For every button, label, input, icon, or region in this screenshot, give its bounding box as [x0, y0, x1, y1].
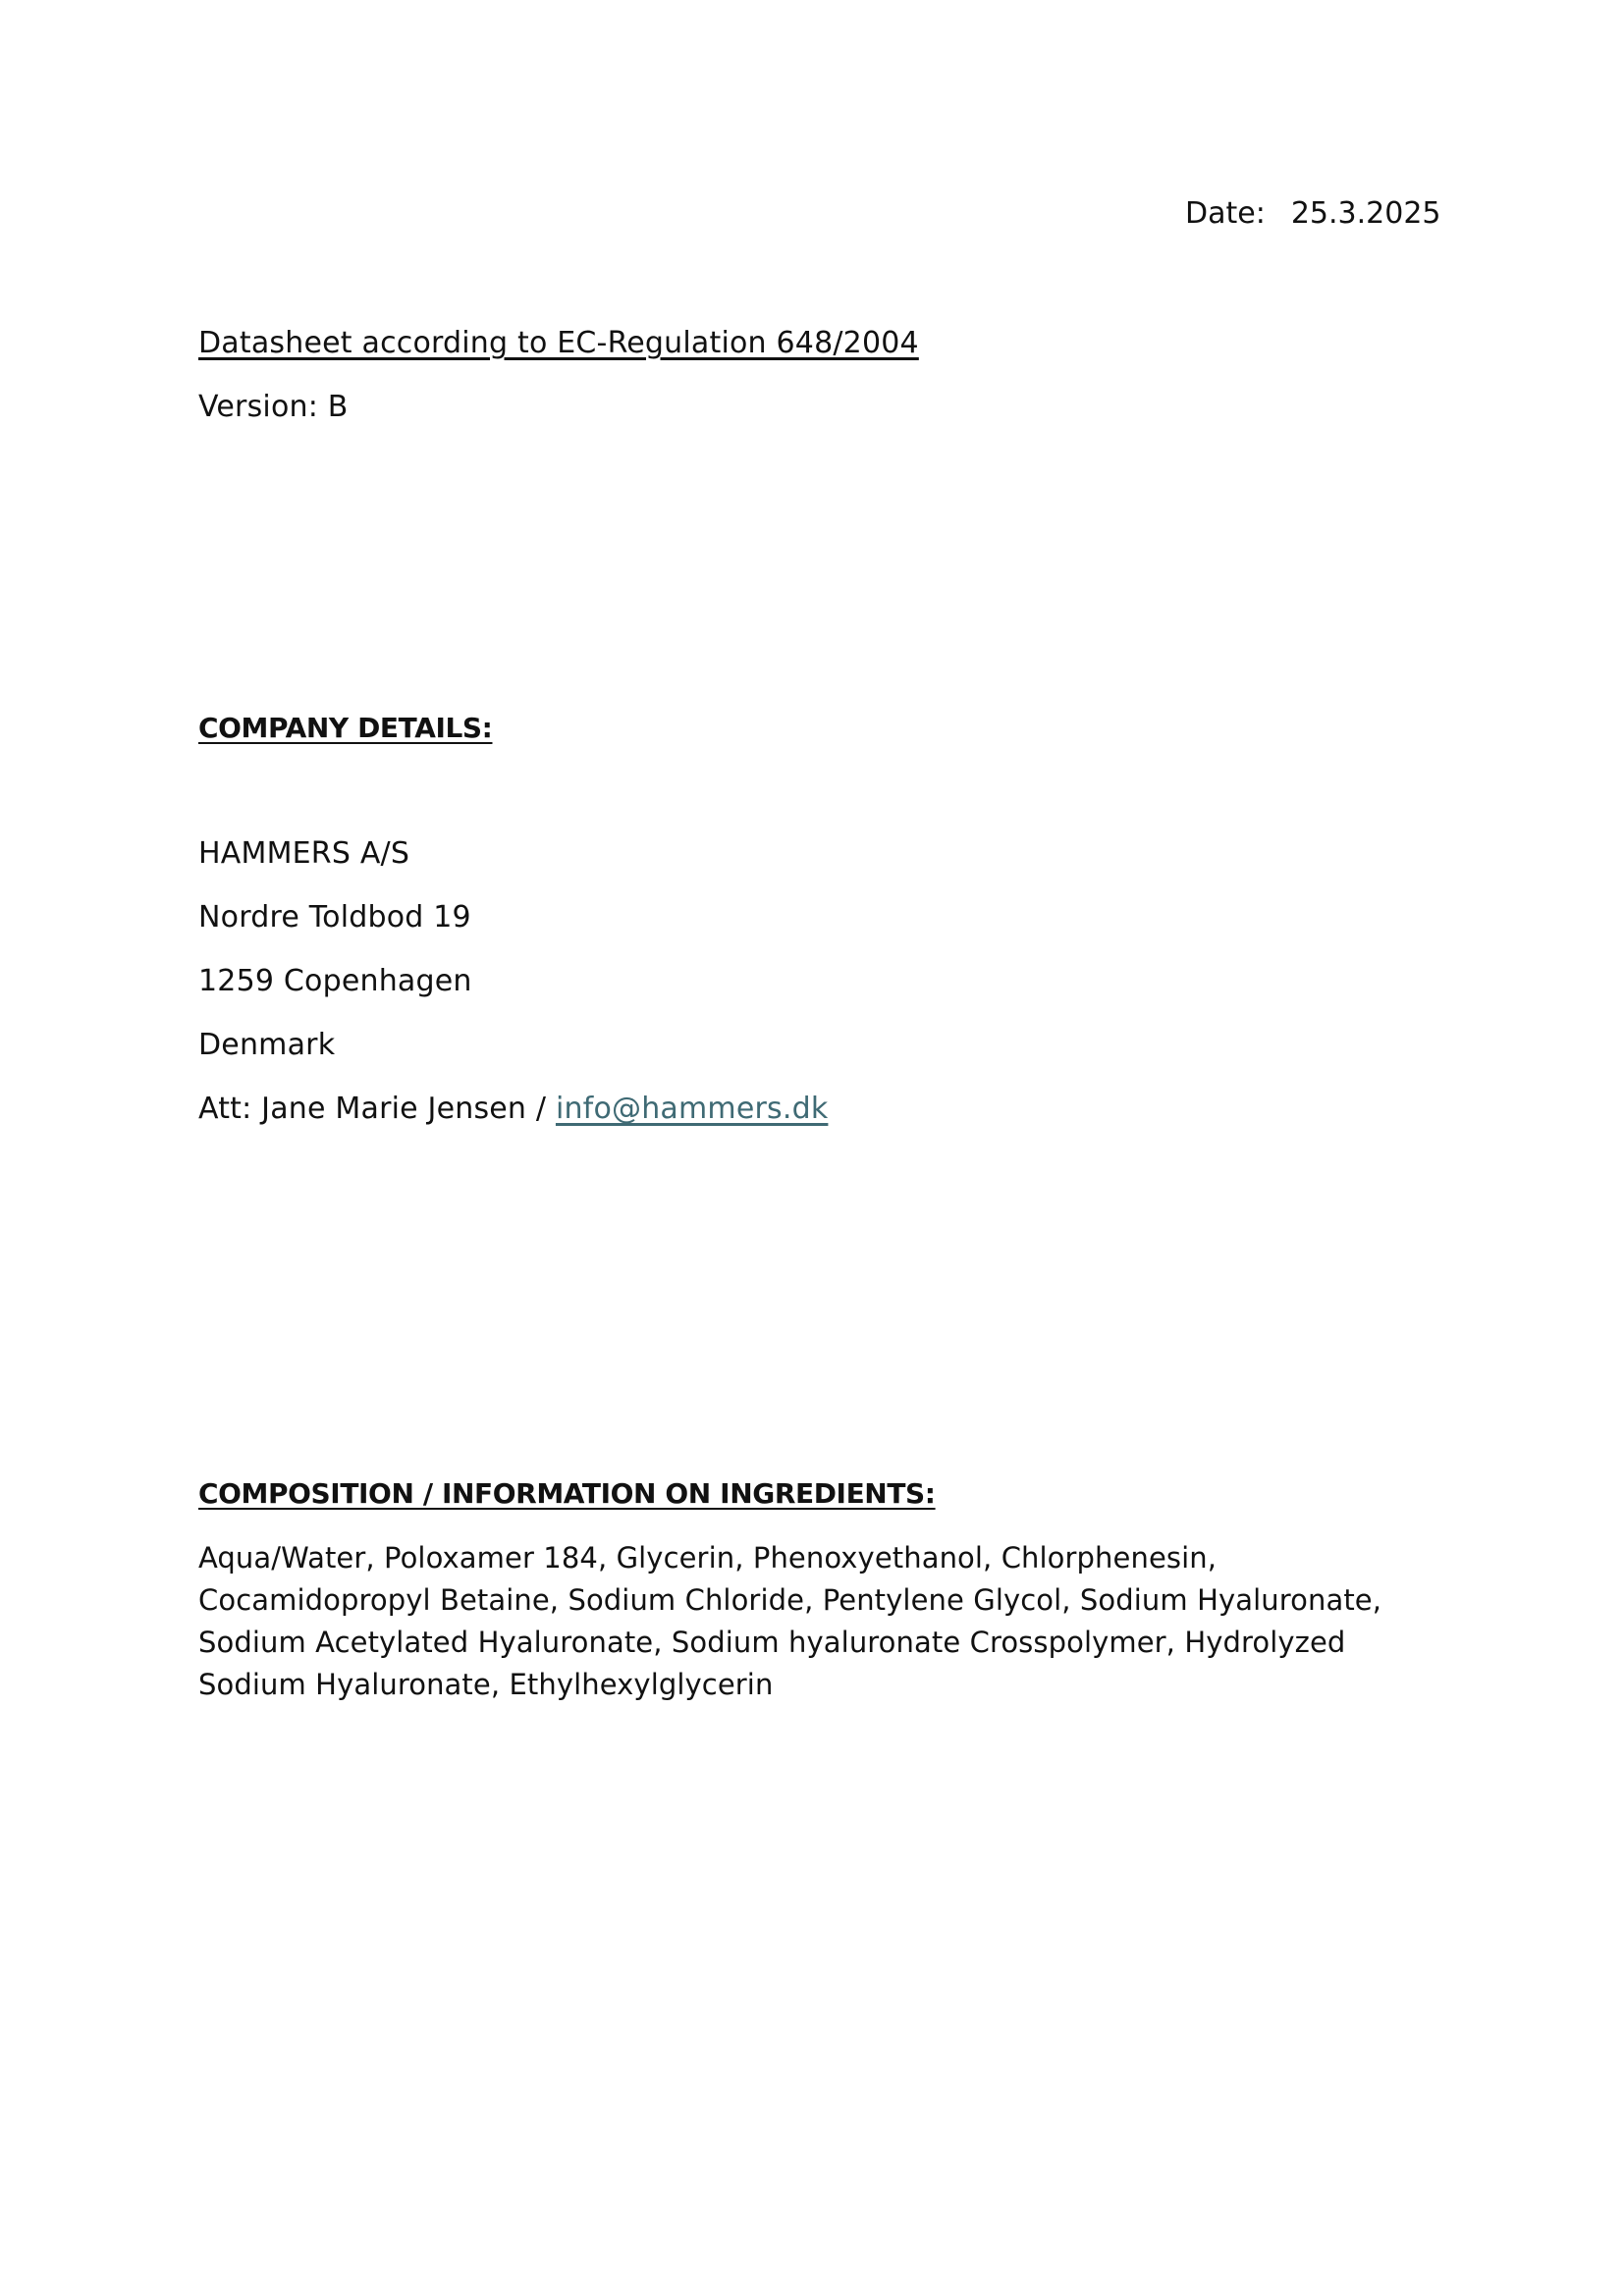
- composition-heading: COMPOSITION / INFORMATION ON INGREDIENTS:: [198, 1477, 936, 1510]
- company-city: 1259 Copenhagen: [198, 964, 472, 998]
- contact-person: Att: Jane Marie Jensen /: [198, 1092, 556, 1126]
- date-value: 25.3.2025: [1290, 196, 1441, 231]
- company-street: Nordre Toldbod 19: [198, 900, 471, 934]
- date-row: [1185, 194, 1441, 234]
- company-name: HAMMERS A/S: [198, 836, 410, 871]
- document-version: Version: B: [198, 390, 349, 424]
- ingredients-list: Aqua/Water, Poloxamer 184, Glycerin, Phenoxyethanol, Chlorphenesin, Cocamidopropyl Betaine, Sodium Chloride, Pentylene Glycol, Sodium Hyaluronate, Sodium Acetylated Hyaluronate, Sodium hyaluronate Crosspolymer, Hydrolyzed Sodium Hyaluronate, Ethylhexylglycerin: [198, 1541, 1382, 1701]
- contact-row: [198, 1090, 828, 1129]
- document-title: Datasheet according to EC-Regulation 648/2004: [198, 326, 919, 360]
- company-details-heading: COMPANY DETAILS:: [198, 712, 493, 744]
- email-link[interactable]: info@hammers.dk: [555, 1092, 829, 1126]
- date-label: Date:: [1185, 196, 1266, 231]
- company-country: Denmark: [198, 1028, 336, 1062]
